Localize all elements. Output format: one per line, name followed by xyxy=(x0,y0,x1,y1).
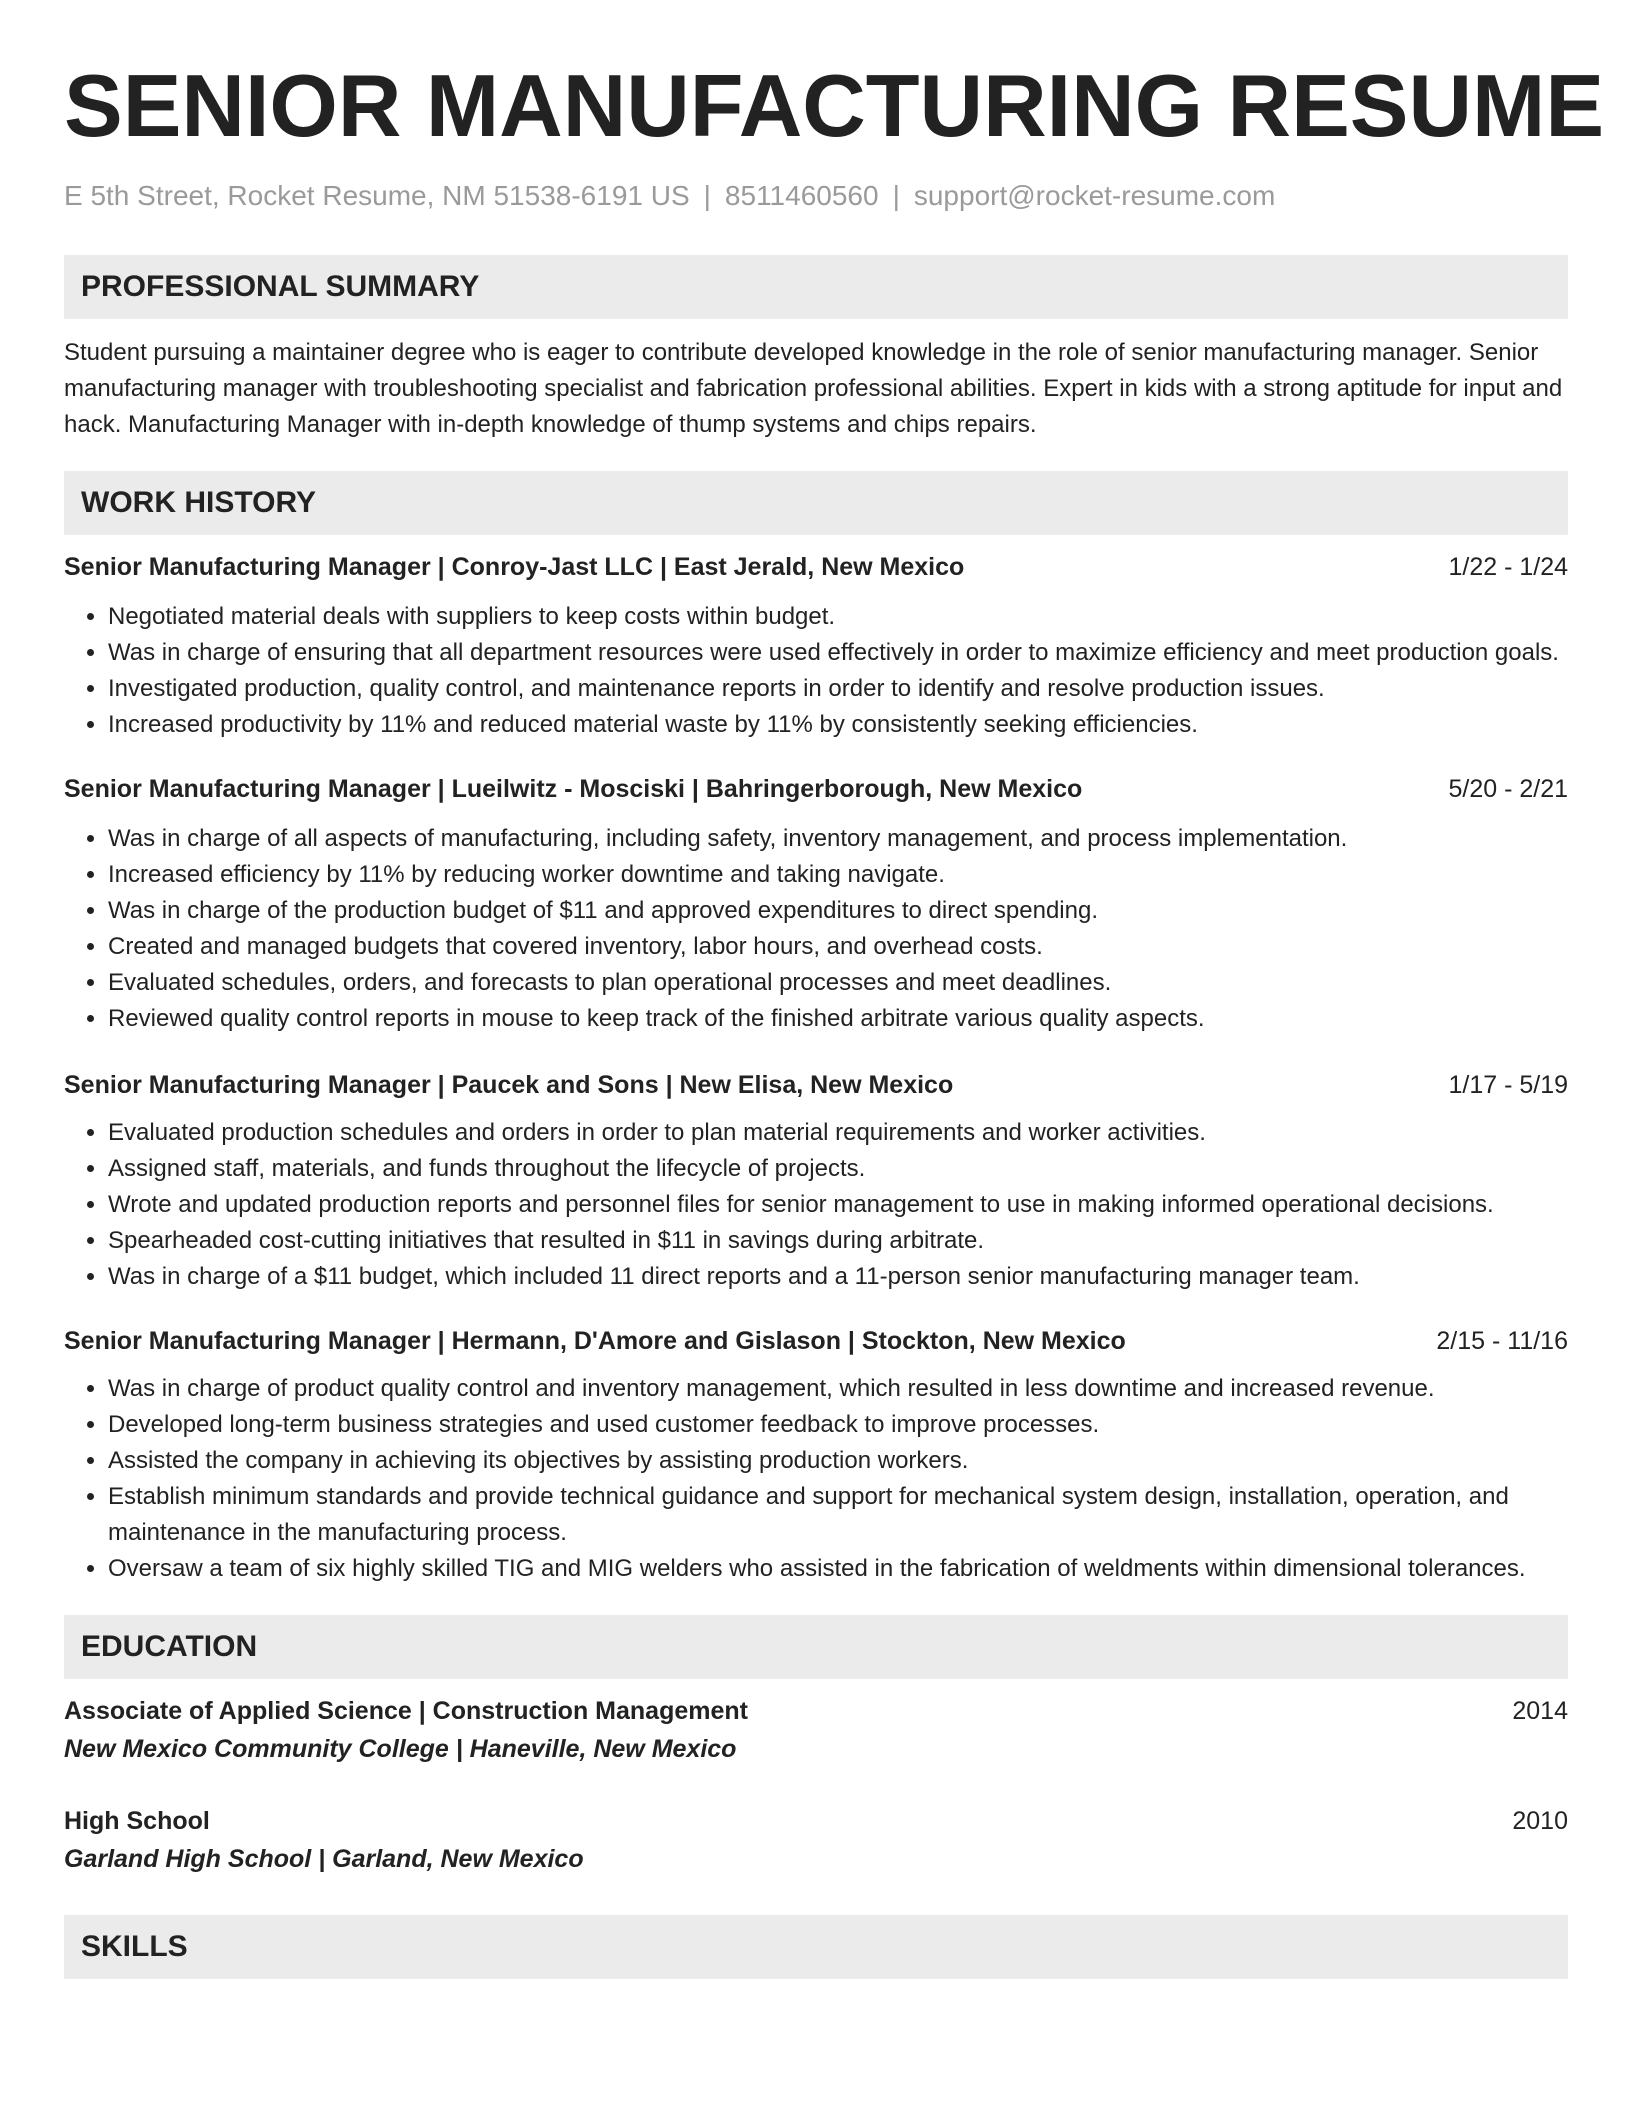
job-bullet: • Oversaw a team of six highly skilled TIG and MIG welders who assisted in the fabrication of weldments within dimensional tolerances. xyxy=(108,1551,1568,1587)
contact-email: support@rocket-resume.com xyxy=(913,180,1276,211)
job-bullet: • Was in charge of all aspects of manufacturing, including safety, inventory management, and process implementation. xyxy=(108,821,1568,857)
resume-title: SENIOR MANUFACTURING RESUME xyxy=(64,56,1605,155)
contact-separator: | xyxy=(703,180,711,211)
contact-address: E 5th Street, Rocket Resume, NM 51538-6191 US xyxy=(64,180,690,211)
section-header-work-history: WORK HISTORY xyxy=(64,471,1568,535)
education-degree: Associate of Applied Science | Construction Management xyxy=(64,1697,748,1725)
education-school: New Mexico Community College | Haneville, New Mexico xyxy=(64,1735,737,1763)
job-heading: Senior Manufacturing Manager | Conroy-Jast LLC | East Jerald, New Mexico xyxy=(64,553,965,581)
job-bullet: • Reviewed quality control reports in mouse to keep track of the finished arbitrate various quality aspects. xyxy=(108,1001,1568,1037)
job-heading: Senior Manufacturing Manager | Paucek and Sons | New Elisa, New Mexico xyxy=(64,1071,954,1099)
job-bullet: • Evaluated schedules, orders, and forecasts to plan operational processes and meet deadlines. xyxy=(108,965,1568,1001)
job-bullet: • Created and managed budgets that covered inventory, labor hours, and overhead costs. xyxy=(108,929,1568,965)
job-entry xyxy=(64,549,1568,743)
job-entry xyxy=(64,1067,1568,1295)
job-dates: 1/17 - 5/19 xyxy=(1448,1071,1568,1099)
job-entry xyxy=(64,1323,1568,1587)
job-bullet: • Was in charge of product quality control and inventory management, which resulted in less downtime and increased revenue. xyxy=(108,1371,1568,1407)
job-bullet: • Was in charge of the production budget of $11 and approved expenditures to direct spending. xyxy=(108,893,1568,929)
section-header-skills: SKILLS xyxy=(64,1915,1568,1979)
contact-separator: | xyxy=(892,180,900,211)
job-heading-row xyxy=(64,1067,1568,1103)
job-bullet: • Increased efficiency by 11% by reducing worker downtime and taking navigate. xyxy=(108,857,1568,893)
job-bullet: • Developed long-term business strategies and used customer feedback to improve processes. xyxy=(108,1407,1568,1443)
education-heading-row xyxy=(64,1803,1568,1839)
education-year: 2014 xyxy=(1512,1697,1568,1725)
education-heading-row xyxy=(64,1693,1568,1729)
job-bullets xyxy=(64,1115,1568,1295)
job-bullets xyxy=(64,1371,1568,1587)
education-entry xyxy=(64,1803,1568,1877)
summary-text: Student pursuing a maintainer degree who is eager to contribute developed knowledge in the role of senior manufacturing manager. Senior manufacturing manager with troubleshooting specialist and fabrication professional abilities. Expert in kids with a strong aptitude for input and hack. Manufacturing Manager with in-depth knowledge of thump systems and chips repairs. xyxy=(64,339,1563,438)
contact-line xyxy=(64,178,1568,214)
job-entry xyxy=(64,771,1568,1037)
job-bullet: • Assisted the company in achieving its objectives by assisting production workers. xyxy=(108,1443,1568,1479)
job-bullet: • Negotiated material deals with suppliers to keep costs within budget. xyxy=(108,599,1568,635)
job-heading-row xyxy=(64,549,1568,585)
contact-phone: 8511460560 xyxy=(724,180,879,211)
job-bullets xyxy=(64,821,1568,1037)
education-school: Garland High School | Garland, New Mexico xyxy=(64,1845,584,1873)
education-entry xyxy=(64,1693,1568,1767)
job-heading: Senior Manufacturing Manager | Lueilwitz - Mosciski | Bahringerborough, New Mexico xyxy=(64,775,1083,803)
job-bullet: • Spearheaded cost-cutting initiatives that resulted in $11 in savings during arbitrate. xyxy=(108,1223,1568,1259)
education-degree: High School xyxy=(64,1807,210,1835)
job-bullet: • Establish minimum standards and provide technical guidance and support for mechanical system design, installation, operation, and maintenance in the manufacturing process. xyxy=(108,1479,1568,1551)
job-dates: 2/15 - 11/16 xyxy=(1436,1327,1568,1355)
job-bullet: • Evaluated production schedules and orders in order to plan material requirements and worker activities. xyxy=(108,1115,1568,1151)
job-bullets xyxy=(64,599,1568,743)
job-dates: 5/20 - 2/21 xyxy=(1448,775,1568,803)
job-bullet: • Was in charge of ensuring that all department resources were used effectively in order to maximize efficiency and meet production goals. xyxy=(108,635,1568,671)
job-bullet: • Was in charge of a $11 budget, which included 11 direct reports and a 11-person senior manufacturing manager team. xyxy=(108,1259,1568,1295)
section-header-education: EDUCATION xyxy=(64,1615,1568,1679)
job-bullet: • Wrote and updated production reports and personnel files for senior management to use in making informed operational decisions. xyxy=(108,1187,1568,1223)
section-header-summary: PROFESSIONAL SUMMARY xyxy=(64,255,1568,319)
job-dates: 1/22 - 1/24 xyxy=(1448,553,1568,581)
job-bullet: • Increased productivity by 11% and reduced material waste by 11% by consistently seeking efficiencies. xyxy=(108,707,1568,743)
education-year: 2010 xyxy=(1512,1807,1568,1835)
job-bullet: • Assigned staff, materials, and funds throughout the lifecycle of projects. xyxy=(108,1151,1568,1187)
job-heading-row xyxy=(64,771,1568,807)
job-heading-row xyxy=(64,1323,1568,1359)
job-bullet: • Investigated production, quality control, and maintenance reports in order to identify and resolve production issues. xyxy=(108,671,1568,707)
job-heading: Senior Manufacturing Manager | Hermann, D'Amore and Gislason | Stockton, New Mexico xyxy=(64,1327,1126,1355)
